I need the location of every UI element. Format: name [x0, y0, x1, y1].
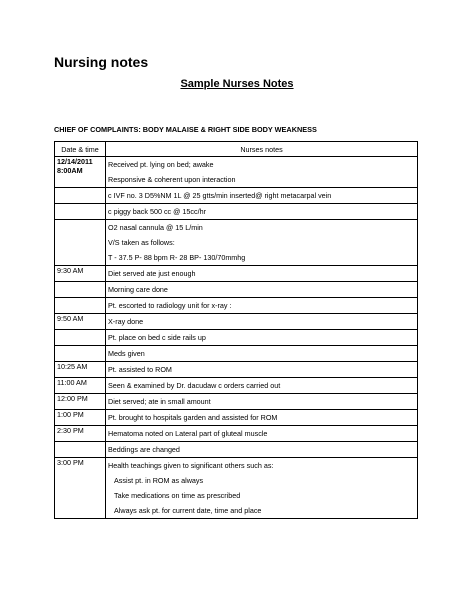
- note-cell: [106, 330, 418, 346]
- date-time-cell: [55, 378, 106, 394]
- note-cell: [106, 378, 418, 394]
- note-line: Take medications on time as prescribed: [114, 491, 241, 500]
- note-line: T - 37.5 P- 88 bpm R- 28 BP- 130/70mmhg: [108, 253, 246, 262]
- table-row: [55, 426, 418, 442]
- note-line: Responsive & coherent upon interaction: [108, 175, 236, 184]
- document-title: Nursing notes: [54, 54, 149, 70]
- note-line: c IVF no. 3 D5%NM 1L @ 25 gtts/min inserted@ right metacarpal vein: [108, 191, 332, 200]
- date-time-text: 8:00AM: [57, 166, 83, 175]
- note-line: Health teachings given to significant others such as:: [108, 461, 274, 470]
- note-line: Seen & examined by Dr. dacudaw c orders carried out: [108, 381, 281, 390]
- table-row: [55, 220, 418, 266]
- note-cell: [106, 410, 418, 426]
- table-row: [55, 346, 418, 362]
- table-row: [55, 330, 418, 346]
- note-line: Diet served ate just enough: [108, 269, 196, 278]
- note-cell: [106, 157, 418, 188]
- date-time-text: 10:25 AM: [57, 362, 88, 371]
- table-body: [55, 157, 418, 519]
- date-time-text: 2:30 PM: [57, 426, 84, 435]
- note-cell: [106, 346, 418, 362]
- table-row: [55, 188, 418, 204]
- date-time-cell: [55, 442, 106, 458]
- date-time-text: 11:00 AM: [57, 378, 87, 387]
- date-time-cell: [55, 426, 106, 442]
- table-row: [55, 458, 418, 519]
- date-time-cell: [55, 458, 106, 519]
- note-line: V/S taken as follows:: [108, 238, 175, 247]
- note-cell: [106, 220, 418, 266]
- document-subtitle: Sample Nurses Notes: [180, 78, 294, 90]
- date-time-cell: [55, 266, 106, 282]
- note-line: Pt. assisted to ROM: [108, 365, 172, 374]
- table-row: [55, 362, 418, 378]
- note-cell: [106, 266, 418, 282]
- table-row: [55, 314, 418, 330]
- note-line: Beddings are changed: [108, 445, 180, 454]
- note-line: Received pt. lying on bed; awake: [108, 160, 214, 169]
- note-line: O2 nasal cannula @ 15 L/min: [108, 223, 203, 232]
- date-time-cell: [55, 157, 106, 188]
- date-time-cell: [55, 188, 106, 204]
- date-time-cell: [55, 346, 106, 362]
- note-line: c piggy back 500 cc @ 15cc/hr: [108, 207, 206, 216]
- note-line: X-ray done: [108, 317, 144, 326]
- note-line: Hematoma noted on Lateral part of gluteal muscle: [108, 429, 268, 438]
- table-row: [55, 157, 418, 188]
- date-time-cell: [55, 204, 106, 220]
- note-cell: [106, 314, 418, 330]
- table-row: [55, 378, 418, 394]
- table-header-row: [55, 142, 418, 157]
- note-cell: [106, 188, 418, 204]
- table-row: [55, 298, 418, 314]
- note-cell: [106, 204, 418, 220]
- date-time-text: 1:00 PM: [57, 410, 84, 419]
- date-time-text: 9:30 AM: [57, 266, 84, 275]
- note-line: Always ask pt. for current date, time and place: [114, 506, 262, 515]
- table-row: [55, 394, 418, 410]
- date-time-cell: [55, 314, 106, 330]
- chief-complaint: CHIEF OF COMPLAINTS: BODY MALAISE & RIGHT SIDE BODY WEAKNESS: [54, 125, 317, 134]
- date-time-text: 9:50 AM: [57, 314, 84, 323]
- date-time-cell: [55, 394, 106, 410]
- table-row: [55, 266, 418, 282]
- table-row: [55, 204, 418, 220]
- date-time-text: 3:00 PM: [57, 458, 84, 467]
- date-time-cell: [55, 298, 106, 314]
- note-line: Assist pt. in ROM as always: [114, 476, 204, 485]
- date-time-cell: [55, 410, 106, 426]
- table-row: [55, 442, 418, 458]
- date-time-cell: [55, 220, 106, 266]
- note-line: Pt. brought to hospitals garden and assisted for ROM: [108, 413, 278, 422]
- note-line: Diet served; ate in small amount: [108, 397, 211, 406]
- note-line: Morning care done: [108, 285, 168, 294]
- note-cell: [106, 442, 418, 458]
- note-line: Meds given: [108, 349, 145, 358]
- note-line: Pt. place on bed c side rails up: [108, 333, 206, 342]
- table-row: [55, 410, 418, 426]
- note-cell: [106, 394, 418, 410]
- header-nurses-notes: Nurses notes: [106, 142, 418, 157]
- note-cell: [106, 426, 418, 442]
- note-line: Pt. escorted to radiology unit for x-ray :: [108, 301, 232, 310]
- nurses-notes-table: [54, 141, 418, 519]
- date-time-cell: [55, 362, 106, 378]
- note-cell: [106, 282, 418, 298]
- table-row: [55, 282, 418, 298]
- date-time-text: 12:00 PM: [57, 394, 88, 403]
- note-cell: [106, 362, 418, 378]
- date-time-cell: [55, 330, 106, 346]
- date-time-text: 12/14/2011: [57, 157, 93, 166]
- header-date-time: Date & time: [55, 142, 106, 157]
- note-cell: [106, 298, 418, 314]
- date-time-cell: [55, 282, 106, 298]
- note-cell: [106, 458, 418, 519]
